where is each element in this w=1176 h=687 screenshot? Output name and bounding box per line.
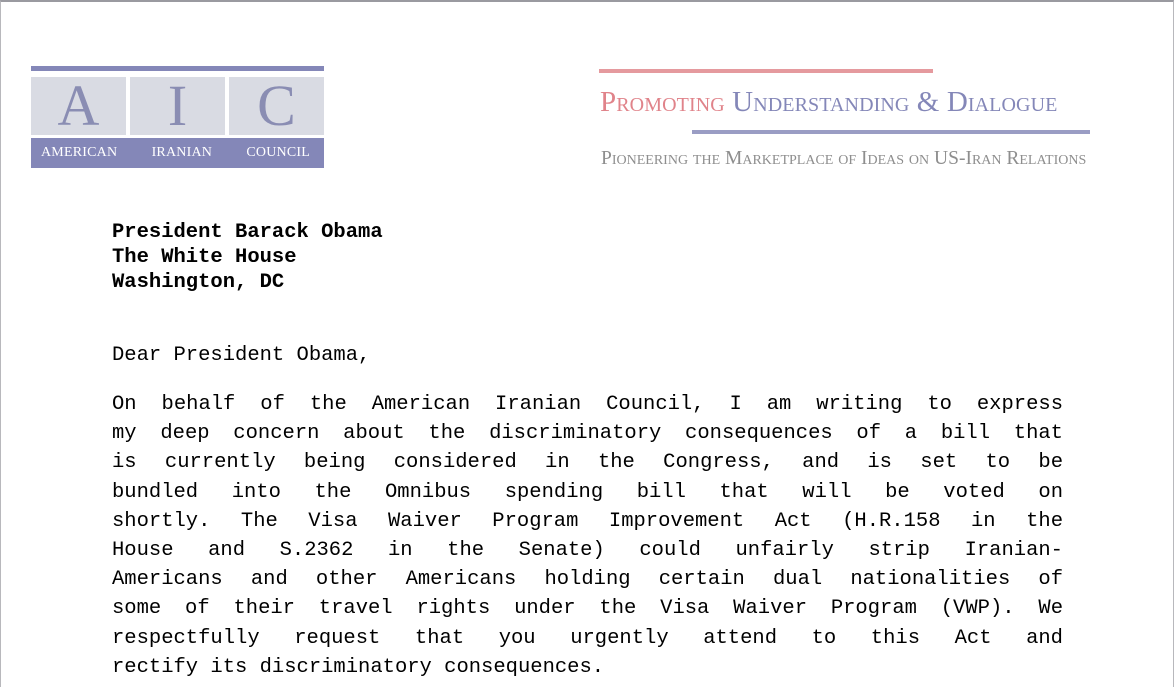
recipient-address — [112, 220, 383, 295]
logo-top-bar — [31, 66, 324, 71]
logo-letter-i: I — [130, 77, 225, 135]
body-line: House and S.2362 in the Senate) could unfairly strip Iranian- — [112, 538, 1063, 562]
logo-letter-a: A — [31, 77, 126, 135]
body-line: shortly. The Visa Waiver Program Improvement Act (H.R.158 in the — [112, 509, 1063, 533]
tagline-promoting: Promoting — [600, 86, 733, 118]
tagline — [600, 86, 1057, 118]
logo-letters — [31, 73, 324, 138]
tagline-top-rule — [599, 69, 933, 73]
logo-word-iranian: IRANIAN — [151, 145, 213, 160]
body-line: Americans and other Americans holding certain dual nationalities of — [112, 568, 1063, 592]
logo-word-council: COUNCIL — [246, 145, 310, 160]
address-line-city: Washington, DC — [112, 271, 285, 294]
salutation: Dear President Obama, — [112, 344, 371, 367]
logo-word-bar — [31, 138, 324, 168]
address-line-name: President Barack Obama — [112, 221, 383, 244]
body-paragraph — [112, 390, 1063, 682]
letterhead-subtitle: Pioneering the Marketplace of Ideas on US-Iran Relations — [601, 148, 1087, 169]
tagline-understanding-dialogue: Understanding & Dialogue — [732, 86, 1058, 118]
body-line: respectfully request that you urgently attend to this Act and — [112, 626, 1063, 650]
tagline-bottom-rule — [692, 130, 1090, 134]
body-line: bundled into the Omnibus spending bill that will be voted on — [112, 480, 1063, 504]
body-line: On behalf of the American Iranian Council, I am writing to express — [112, 393, 1063, 416]
logo-word-american: AMERICAN — [41, 145, 118, 160]
body-line: is currently being considered in the Congress, and is set to be — [112, 451, 1063, 475]
body-line: some of their travel rights under the Visa Waiver Program (VWP). We — [112, 597, 1063, 621]
address-line-office: The White House — [112, 246, 297, 269]
body-line: my deep concern about the discriminatory consequences of a bill that — [112, 422, 1063, 446]
body-line: rectify its discriminatory consequences. — [112, 655, 605, 679]
logo-letter-c: C — [229, 77, 324, 135]
aic-logo — [31, 66, 324, 168]
